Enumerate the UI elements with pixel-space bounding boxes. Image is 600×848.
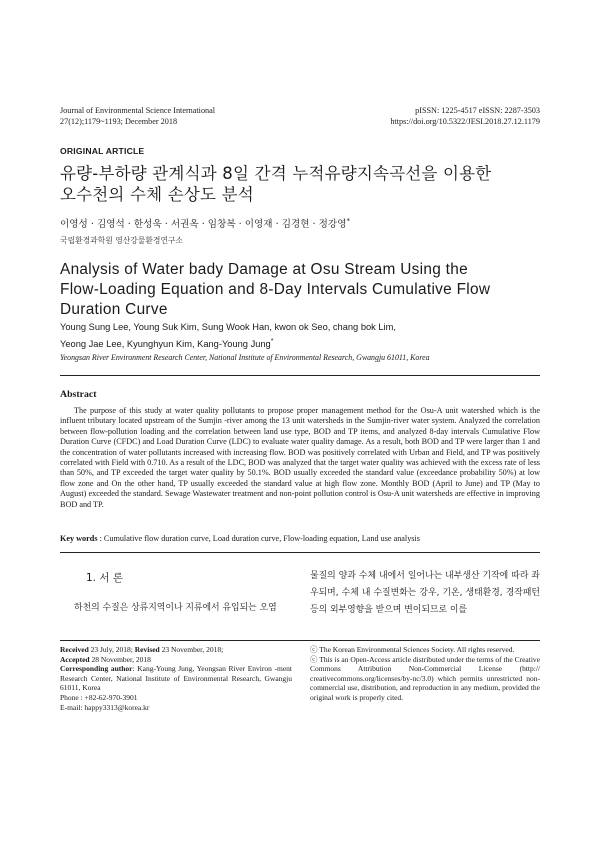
received-date: 23 July, 2018;: [88, 645, 135, 654]
english-authors-line1: Young Sung Lee, Young Suk Kim, Sung Wook Han, kwon ok Seo, chang bok Lim,: [60, 322, 396, 332]
revised-date: 23 November, 2018;: [159, 645, 224, 654]
english-authors-line2: [60, 338, 273, 349]
divider-footnote: [60, 640, 540, 641]
english-corresponding-mark: *: [270, 338, 274, 345]
english-title-line1: Analysis of Water bady Damage at Osu Stream Using the: [60, 261, 468, 278]
divider-middle: [60, 552, 540, 553]
accepted-line: [60, 655, 292, 665]
abstract-heading: Abstract: [60, 389, 97, 400]
footnote-right: [310, 645, 540, 703]
phone: Phone : +82-62-970-3901: [60, 692, 138, 702]
corresponding-line: [60, 664, 292, 693]
abstract-text: The purpose of this study at water quality pollutants to propose proper management method for the Osu-A unit watershed which is the influent tributary located upstream of the Sumjin -river among the 13 unit watersheds in the Sumjin-river water system. Analyzed the correlation between flow-pollution loading and the correlation between land use type, BOD and TP items, and analyzed 8-day intervals Cumulative Flow Duration Curve (CFDC) and Load Duration Curve (LDC) to evaluate water quality damage. As a result, both BOD and TP were larger than 1 and the concentration of water pollutants increased with increasing flow. BOD was positively correlated with Urban and Field, and TP was positively correlated with Field with 0.710. As a result of the LDC, BOD was analyzed that the target water quality was achieved with the excess rate of less than 50%, and TP exceeded the target water quality by 50.1%. BOD usually exceeded the standard value (exceedance probability 50%) at low flow zone and On the other hand, TP usually exceeded the standard value at high flow zone. Monthly BOD (April to June) and TP (May to August) exceeded the standard. Sewage Wastewater treatment and non-point pollution control is Osu-A unit watersheds are effective in improving BOD and TP.: [60, 406, 540, 509]
received-label: Received: [60, 645, 89, 654]
section-heading-introduction: 1. 서 론: [86, 572, 123, 584]
issn: pISSN: 1225-4517 eISSN: 2287-3503: [415, 106, 540, 115]
korean-authors-text: 이영성 · 김영석 · 한성욱 · 서권옥 · 임창복 · 이영재 · 김경현 · 정강영: [60, 219, 347, 230]
revised-label: Revised: [134, 645, 160, 654]
keywords-text: : Cumulative flow duration curve, Load duration curve, Flow-loading equation, Land use analysis: [97, 534, 420, 543]
korean-title-line1: 유량-부하량 관계식과 8일 간격 누적유량지속곡선을 이용한: [60, 164, 492, 183]
korean-authors: [60, 216, 350, 230]
license-notice: ⓒ This is an Open-Access article distributed under the terms of the Creative Commons Attribution Non-Commercial License (http:// creativecommons.org/licenses/by-nc/3.0) which permits unrestricted non-commercial use, distribution, and reproduction in any medium, provided the original work is properly cited.: [310, 654, 540, 702]
corresponding-label: Corresponding author: [60, 664, 133, 674]
intro-right-paragraph: 물질의 양과 수체 내에서 일어나는 내부생산 기작에 따라 좌우되며, 수체 내 수질변화는 강우, 기온, 생태환경, 경작패턴 등의 외부영향을 받으며 변이되므로 이를: [310, 571, 540, 615]
journal-volume: 27(12);1179~1193; December 2018: [60, 117, 178, 126]
email-link[interactable]: E-mail: happy3313@korea.kr: [60, 702, 150, 712]
footnote-left: [60, 645, 292, 712]
copyright-notice: ⓒ The Korean Environmental Sciences Society. All rights reserved.: [310, 645, 515, 654]
english-title-line3: Duration Curve: [60, 301, 168, 318]
korean-title-line2: 오수천의 수체 손상도 분석: [60, 185, 254, 204]
keywords: [60, 534, 420, 544]
accepted-date: 28 November, 2018: [89, 654, 151, 664]
intro-left-paragraph: 하천의 수질은 상류지역이나 지류에서 유입되는 오염: [74, 603, 277, 613]
corresponding-text: : Kang-Young Jung, Yeongsan River Environ -ment Research Center, National Institute of Environmental Research, Gwangju 61011, Korea: [60, 664, 293, 693]
keywords-label: Key words: [60, 534, 98, 543]
received-line: [60, 645, 292, 655]
corresponding-mark: *: [346, 216, 350, 225]
english-title-line2: Flow-Loading Equation and 8-Day Intervals Cumulative Flow: [60, 281, 491, 298]
english-authors-line2-text: Yeong Jae Lee, Kyunghyun Kim, Kang-Young Jung: [60, 339, 271, 350]
divider-top: [60, 375, 540, 376]
journal-name: Journal of Environmental Science International: [60, 106, 216, 115]
korean-affiliation: 국립환경과학원 영산강물환경연구소: [60, 236, 183, 245]
doi-link[interactable]: https://doi.org/10.5322/JESI.2018.27.12.1179: [390, 117, 540, 126]
accepted-label: Accepted: [60, 654, 90, 664]
article-type: ORIGINAL ARTICLE: [60, 146, 145, 156]
english-affiliation: Yeongsan River Environment Research Center, National Institute of Environmental Research, Gwangju 61011, Korea: [60, 353, 430, 362]
